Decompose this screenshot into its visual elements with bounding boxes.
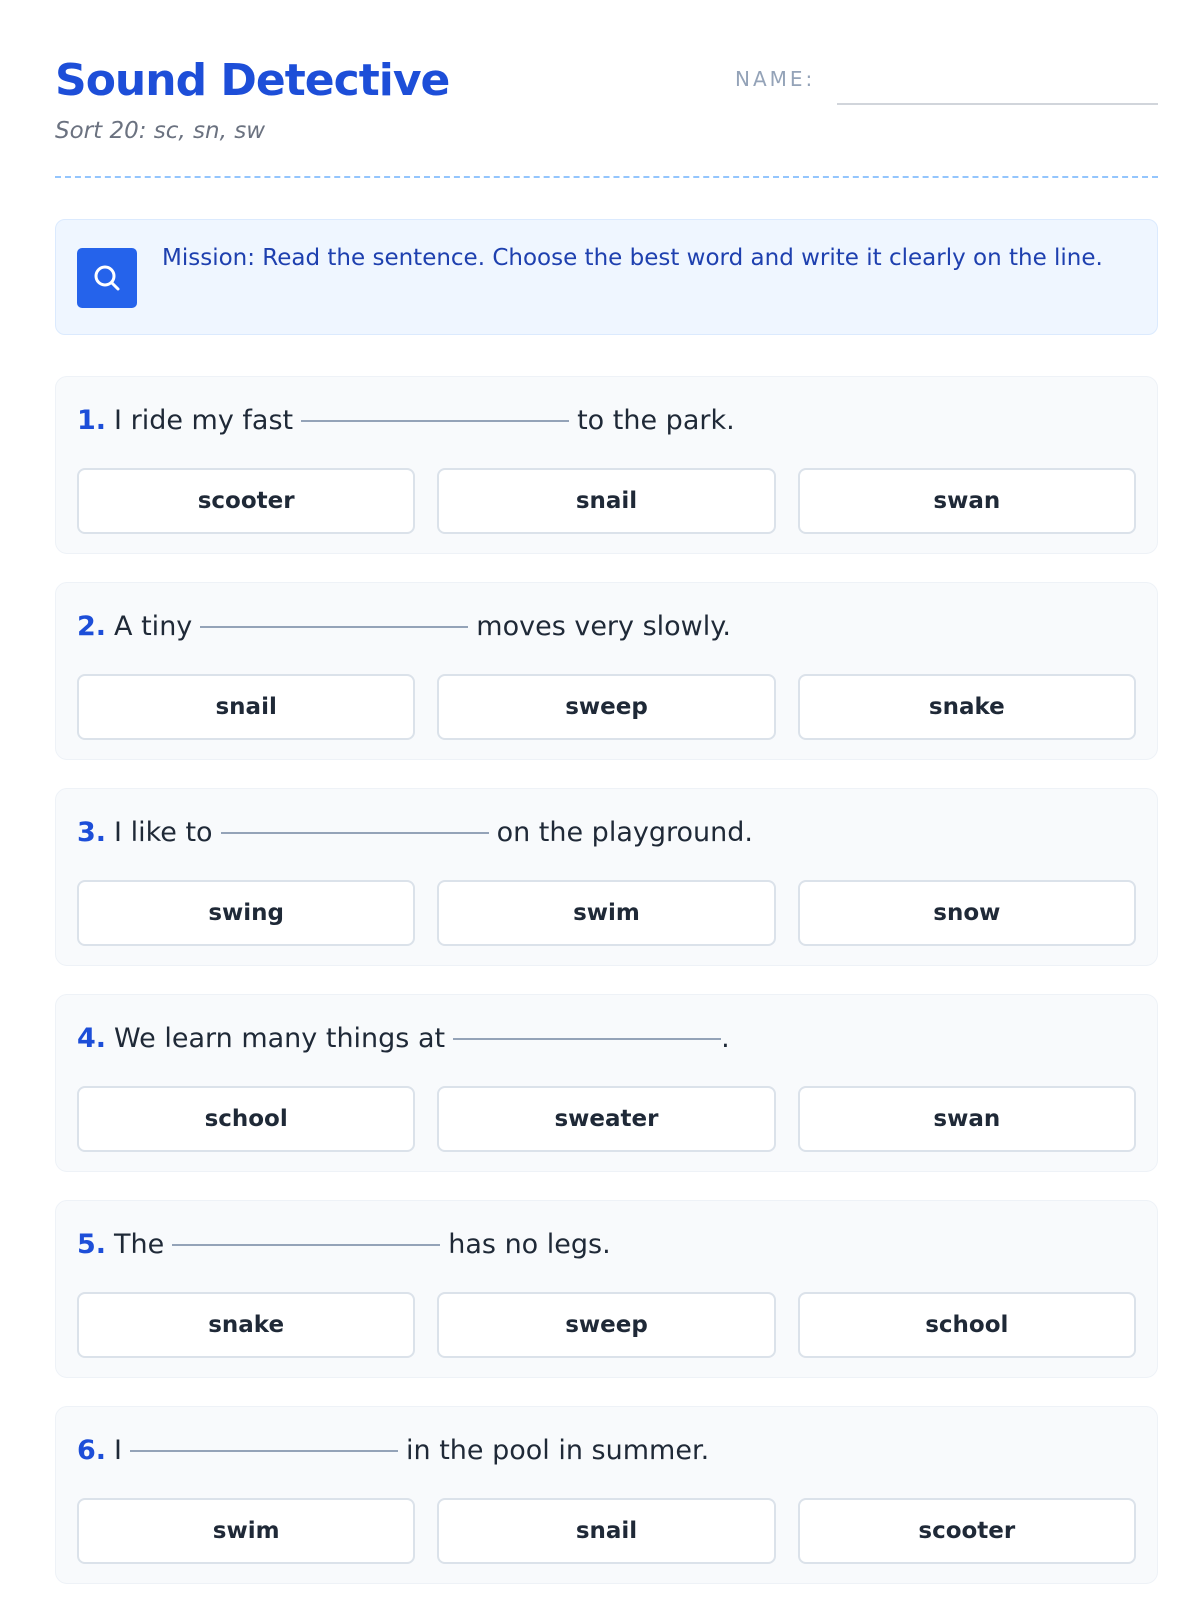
page-subtitle: Sort 20: sc, sn, sw (55, 118, 266, 144)
question-card (55, 1200, 1158, 1378)
answer-blank[interactable] (301, 420, 569, 422)
sentence-start: The (114, 1229, 165, 1260)
answer-blank[interactable] (172, 1244, 440, 1246)
question-card (55, 1406, 1158, 1584)
question-card (55, 376, 1158, 554)
question-number: 1. (77, 405, 107, 436)
sentence-start: I ride my fast (114, 405, 294, 436)
sentence-start: We learn many things at (114, 1023, 446, 1054)
sentence-end: moves very slowly. (476, 611, 731, 642)
answer-option[interactable]: scooter (798, 1498, 1136, 1564)
answer-option[interactable]: snail (437, 1498, 775, 1564)
question-number: 4. (77, 1023, 107, 1054)
answer-blank[interactable] (453, 1038, 721, 1040)
mission-banner (55, 219, 1158, 335)
sentence-end: in the pool in summer. (406, 1435, 710, 1466)
question-number: 6. (77, 1435, 107, 1466)
answer-option[interactable]: snail (437, 468, 775, 534)
sentence-end: on the playground. (496, 817, 753, 848)
search-icon (77, 248, 137, 308)
answer-options (77, 1498, 1136, 1564)
answer-option[interactable]: snail (77, 674, 415, 740)
answer-option[interactable]: school (798, 1292, 1136, 1358)
sentence-end: . (721, 1023, 730, 1054)
mission-instructions: Mission: Read the sentence. Choose the best word and write it clearly on the line. (162, 245, 1103, 271)
question-number: 3. (77, 817, 107, 848)
answer-options (77, 1086, 1136, 1152)
question-sentence (77, 813, 753, 853)
question-sentence (77, 607, 731, 647)
question-sentence (77, 401, 735, 441)
sentence-end: has no legs. (448, 1229, 611, 1260)
sentence-start: I (114, 1435, 123, 1466)
answer-option[interactable]: snake (77, 1292, 415, 1358)
sentence-start: A tiny (114, 611, 193, 642)
answer-option[interactable]: swim (77, 1498, 415, 1564)
answer-option[interactable]: snow (798, 880, 1136, 946)
question-card (55, 582, 1158, 760)
answer-options (77, 674, 1136, 740)
page-title: Sound Detective (55, 55, 450, 106)
worksheet-header (55, 0, 1158, 178)
name-field[interactable] (837, 103, 1158, 105)
sentence-start: I like to (114, 817, 213, 848)
answer-blank[interactable] (200, 626, 468, 628)
answer-options (77, 1292, 1136, 1358)
answer-option[interactable]: sweep (437, 1292, 775, 1358)
answer-option[interactable]: swan (798, 468, 1136, 534)
answer-option[interactable]: snake (798, 674, 1136, 740)
question-card (55, 994, 1158, 1172)
question-sentence (77, 1431, 709, 1471)
name-label: NAME: (735, 67, 816, 91)
answer-option[interactable]: sweep (437, 674, 775, 740)
answer-option[interactable]: school (77, 1086, 415, 1152)
question-sentence (77, 1225, 611, 1265)
answer-blank[interactable] (130, 1450, 398, 1452)
answer-option[interactable]: swan (798, 1086, 1136, 1152)
answer-blank[interactable] (221, 832, 489, 834)
answer-option[interactable]: swing (77, 880, 415, 946)
answer-option[interactable]: sweater (437, 1086, 775, 1152)
sentence-end: to the park. (577, 405, 735, 436)
question-card (55, 788, 1158, 966)
answer-options (77, 880, 1136, 946)
question-sentence (77, 1019, 730, 1059)
answer-option[interactable]: swim (437, 880, 775, 946)
answer-options (77, 468, 1136, 534)
question-number: 5. (77, 1229, 107, 1260)
answer-option[interactable]: scooter (77, 468, 415, 534)
question-list (55, 376, 1158, 1584)
question-number: 2. (77, 611, 107, 642)
